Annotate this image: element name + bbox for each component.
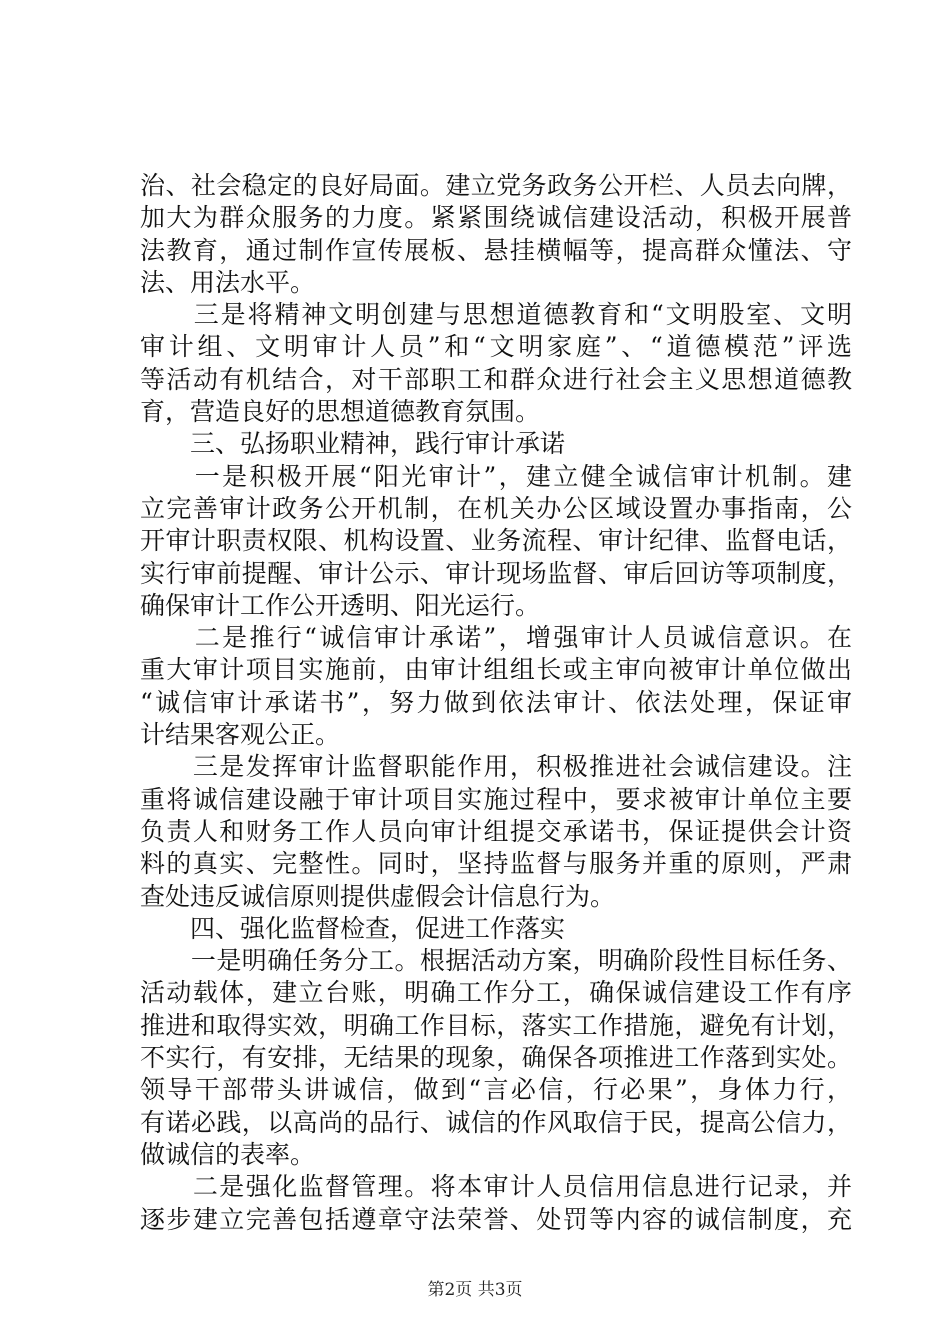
text-line: 查处违反诚信原则提供虚假会计信息行为。	[140, 881, 616, 911]
text-line: 三是将精神文明创建与思想道德教育和“文明股室、文明	[140, 300, 852, 330]
text-line: 确保审计工作公开透明、阳光运行。	[140, 590, 541, 620]
text-line: 活动载体，建立台账，明确工作分工，确保诚信建设工作有序	[140, 978, 852, 1008]
text-line: 二是强化监督管理。将本审计人员信用信息进行记录，并	[140, 1172, 852, 1202]
text-line: 二是推行“诚信审计承诺”，增强审计人员诚信意识。在	[140, 623, 852, 653]
text-line: 重大审计项目实施前，由审计组组长或主审向被审计单位做出	[140, 655, 852, 685]
text-line: 不实行，有安排，无结果的现象，确保各项推进工作落到实处。	[140, 1043, 852, 1073]
text-line: 逐步建立完善包括遵章守法荣誉、处罚等内容的诚信制度，充	[140, 1204, 852, 1234]
text-line: 治、社会稳定的良好局面。建立党务政务公开栏、人员去向牌，	[140, 171, 852, 200]
text-line: 加大为群众服务的力度。紧紧围绕诚信建设活动，积极开展普	[140, 203, 852, 233]
text-line: 法教育，通过制作宣传展板、悬挂横幅等，提高群众懂法、守	[140, 235, 852, 265]
text-line: “诚信审计承诺书”，努力做到依法审计、依法处理，保证审	[140, 687, 852, 717]
text-line: 有诺必践，以高尚的品行、诚信的作风取信于民，提高公信力，	[140, 1107, 852, 1137]
text-line: 一是积极开展“阳光审计”，建立健全诚信审计机制。建	[140, 461, 852, 491]
text-line: 实行审前提醒、审计公示、审计现场监督、审后回访等项制度，	[140, 558, 852, 588]
text-line: 三、弘扬职业精神，践行审计承诺	[140, 429, 566, 459]
text-line: 料的真实、完整性。同时，坚持监督与服务并重的原则，严肃	[140, 849, 852, 879]
text-line: 做诚信的表率。	[140, 1139, 316, 1169]
text-line: 开审计职责权限、机构设置、业务流程、审计纪律、监督电话，	[140, 526, 852, 556]
text-line: 育，营造良好的思想道德教育氛围。	[140, 397, 541, 427]
text-line: 领导干部带头讲诚信，做到“言必信，行必果”，身体力行，	[140, 1075, 852, 1105]
text-line: 审计组、文明审计人员”和“文明家庭”、“道德模范”评选	[140, 332, 852, 362]
text-line: 等活动有机结合，对干部职工和群众进行社会主义思想道德教	[140, 364, 852, 394]
text-line: 立完善审计政务公开机制，在机关办公区域设置办事指南，公	[140, 493, 852, 523]
text-line: 重将诚信建设融于审计项目实施过程中，要求被审计单位主要	[140, 784, 852, 814]
text-line: 负责人和财务工作人员向审计组提交承诺书，保证提供会计资	[140, 816, 852, 846]
text-line: 法、用法水平。	[140, 267, 316, 297]
text-line: 四、强化监督检查，促进工作落实	[140, 913, 566, 943]
text-line: 计结果客观公正。	[140, 720, 341, 750]
document-body	[140, 170, 852, 1236]
text-line: 三是发挥审计监督职能作用，积极推进社会诚信建设。注	[140, 752, 852, 782]
page-footer: 第2页 共3页	[427, 1280, 523, 1300]
text-line: 推进和取得实效，明确工作目标，落实工作措施，避免有计划，	[140, 1010, 852, 1040]
text-line: 一是明确任务分工。根据活动方案，明确阶段性目标任务、	[140, 946, 852, 976]
